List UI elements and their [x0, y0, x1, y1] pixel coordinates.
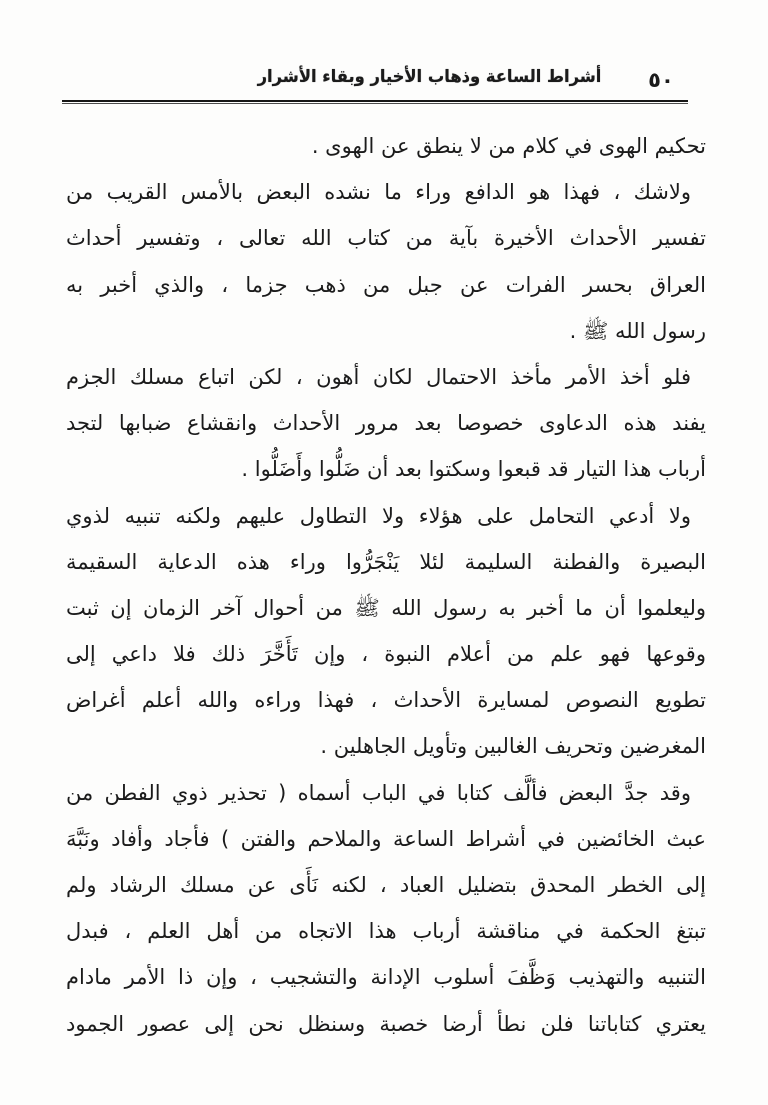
- text-line: أرباب هذا التيار قد قبعوا وسكتوا بعد أن ضَلُّوا وأَضَلُّوا .: [241, 457, 706, 482]
- text-line: وليعلموا أن ما أخبر به رسول الله ﷺ من أحوال آخر الزمان إن ثبت: [66, 595, 706, 620]
- text-line: فلو أخذ الأمر مأخذ الاحتمال لكان أهون ، لكن اتباع مسلك الجزم: [66, 364, 691, 389]
- text-line: العراق بحسر الفرات عن جبل من ذهب جزما ، والذي أخبر به: [66, 272, 706, 297]
- running-header-title-calligraphy: أشراط الساعة وذهاب الأخيار وبقاء الأشرار: [257, 67, 602, 87]
- text-line: تبتغ الحكمة في مناقشة أرباب هذا الاتجاه من أهل العلم ، فبدل: [66, 919, 706, 944]
- header-rule: [62, 100, 688, 104]
- text-line: ولاشك ، فهذا هو الدافع وراء ما نشده البعض بالأمس القريب من: [66, 180, 691, 205]
- text-line: يفند هذه الدعاوى خصوصا بعد مرور الأحداث وانقشاع ضبابها لتجد: [66, 411, 706, 436]
- text-line: ولا أدعي التحامل على هؤلاء ولا التطاول عليهم ولكنه تنبيه لذوي: [66, 503, 691, 528]
- text-line: تفسير الأحداث الأخيرة بآية من كتاب الله تعالى ، وتفسير أحداث: [66, 226, 706, 251]
- text-line: وقد جدَّ البعض فألَّف كتابا في الباب أسماه ( تحذير ذوي الفطن من: [66, 780, 691, 805]
- text-line: عبث الخائضين في أشراط الساعة والملاحم والفتن ) فأجاد وأفاد ونَبَّهَ: [66, 826, 706, 851]
- text-line: يعتري كتاباتنا فلن نطأ أرضا خصبة وسنظل نحن إلى عصور الجمود: [66, 1011, 706, 1036]
- text-line: تحكيم الهوى في كلام من لا ينطق عن الهوى .: [311, 134, 706, 158]
- text-line: رسول الله ﷺ .: [569, 318, 706, 343]
- page-number: ٥٠: [648, 68, 674, 92]
- text-line: التنبيه والتهذيب وَظَّفَ أسلوب الإدانة والتشجيب ، وإن ذا الأمر مادام: [66, 965, 706, 990]
- text-line: تطويع النصوص لمسايرة الأحداث ، فهذا وراءه والله أعلم أغراض: [66, 688, 706, 713]
- text-line: وقوعها فهو علم من أعلام النبوة ، وإن تَأَخَّرَ ذلك فلا داعي إلى: [66, 642, 706, 667]
- text-line: المغرضين وتحريف الغالبين وتأويل الجاهلين .: [320, 734, 706, 759]
- text-line: إلى الخطر المحدق بتضليل العباد ، لكنه نَأَى عن مسلك الرشاد ولم: [66, 873, 706, 897]
- text-line: البصيرة والفطنة السليمة لئلا يَنْجَرُّوا وراء هذه الدعاية السقيمة: [66, 549, 706, 574]
- body-text: [66, 123, 706, 1047]
